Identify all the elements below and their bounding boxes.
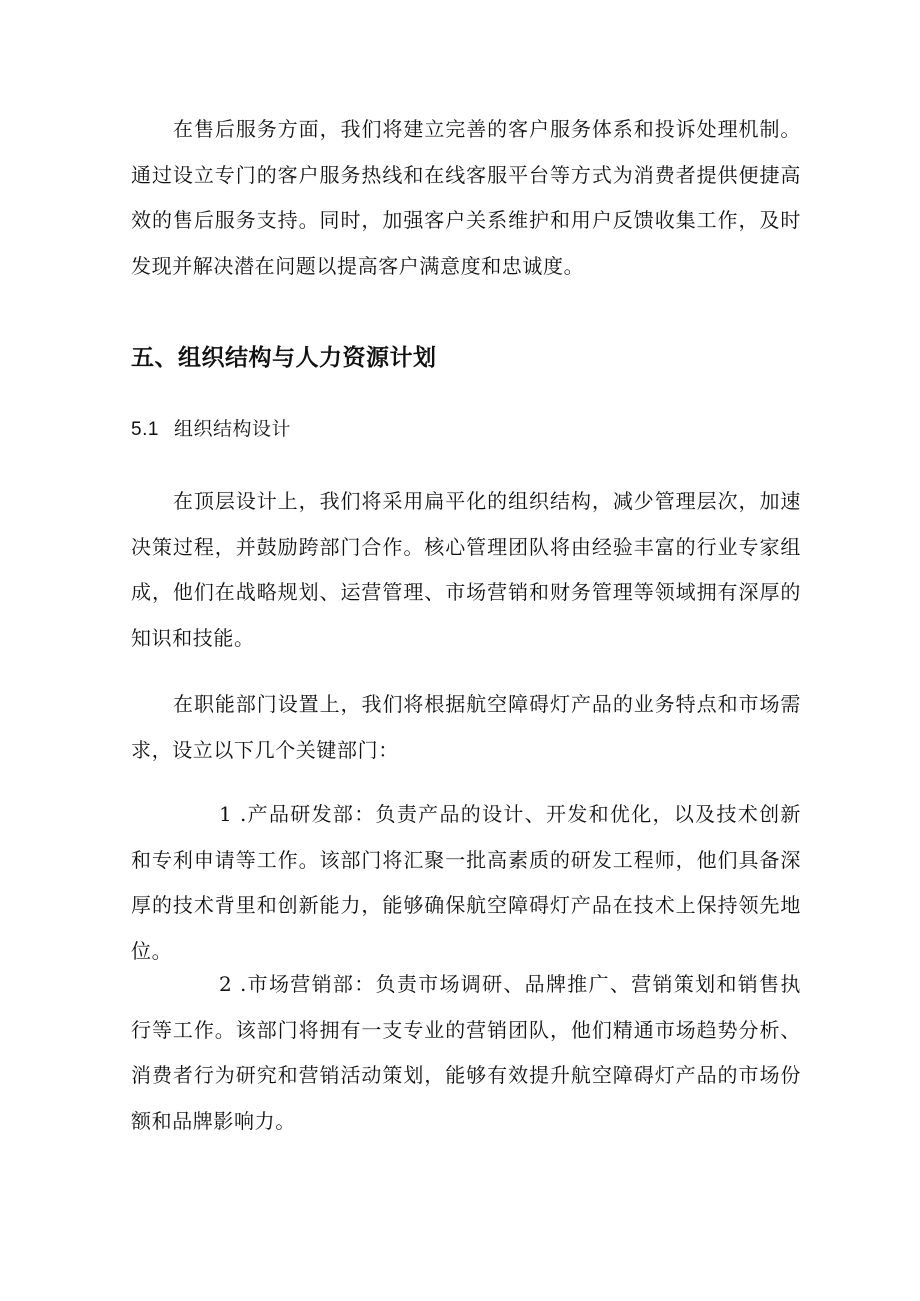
subsection-title: 组织结构设计 — [174, 418, 292, 440]
subsection-heading — [131, 414, 291, 445]
paragraph-top-level-design: 在顶层设计上，我们将采用扁平化的组织结构，减少管理层次，加速决策过程，并鼓励跨部门合作。核心管理团队将由经验丰富的行业专家组成，他们在战略规划、运营管理、市场营销和财务管理等领域拥有深厚的知识和技能。 — [131, 489, 801, 650]
paragraph-after-sales-service: 在售后服务方面，我们将建立完善的客户服务体系和投诉处理机制。通过设立专门的客户服务热线和在线客服平台等方式为消费者提供便捷高效的售后服务支持。同时，加强客户关系维护和用户反馈收集工作，及时发现并解决潜在问题以提高客户满意度和忠诚度。 — [131, 117, 801, 278]
subsection-number: 5.1 — [131, 419, 159, 440]
list-item-rd-department: 1 .产品研发部：负责产品的设计、开发和优化，以及技术创新和专利申请等工作。该部门将汇聚一批高素质的研发工程师，他们具备深厚的技术背里和创新能力，能够确保航空障碍灯产品在技术上保持领先地位。 — [131, 802, 801, 963]
section-heading: 五、组织结构与人力资源计划 — [131, 345, 437, 371]
paragraph-functional-departments: 在职能部门设置上，我们将根据航空障碍灯产品的业务特点和市场需求，设立以下几个关键部门： — [131, 692, 801, 762]
list-item-marketing-department: 2 .市场营销部：负责市场调研、品牌推广、营销策划和销售执行等工作。该部门将拥有一支专业的营销团队，他们精通市场趋势分析、消费者行为研究和营销活动策划，能够有效提升航空障碍灯产品的市场份额和品牌影响力。 — [131, 972, 801, 1133]
